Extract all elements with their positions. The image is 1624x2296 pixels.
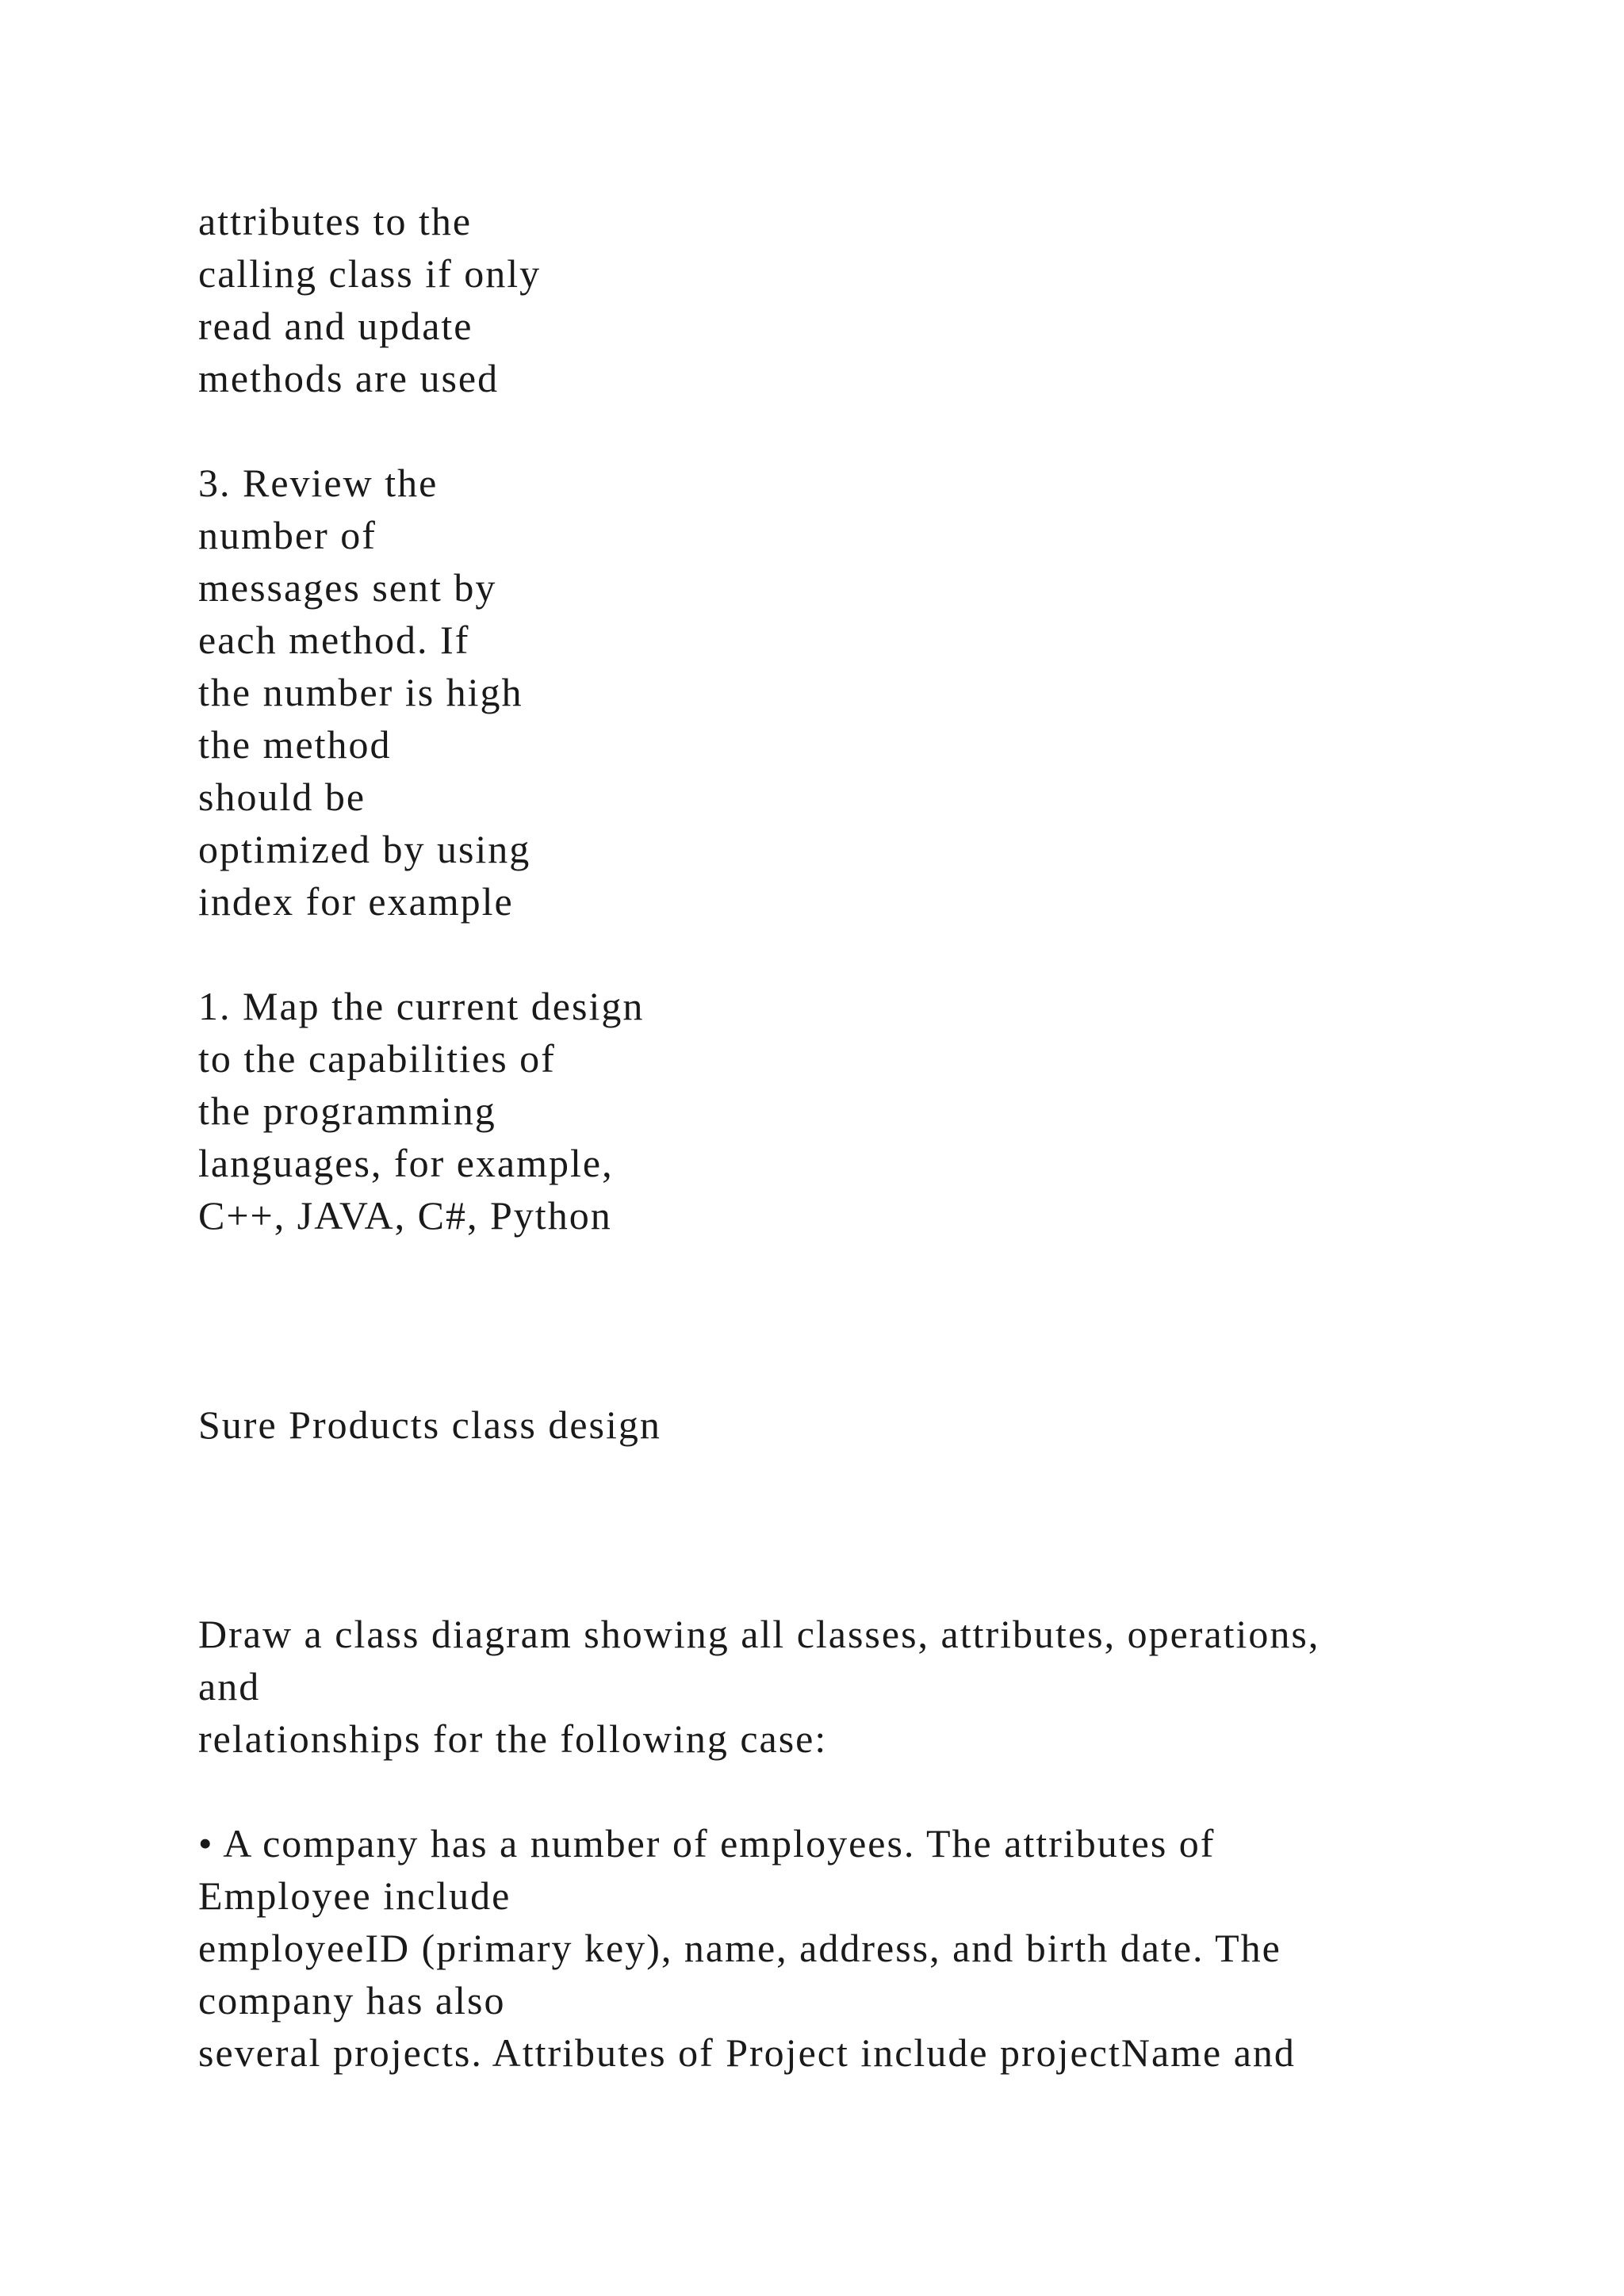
text-line: and bbox=[198, 1664, 261, 1709]
text-line: • A company has a number of employees. The attributes of bbox=[198, 1821, 1216, 1866]
text-line: methods are used bbox=[198, 356, 500, 400]
text-line: 1. Map the current design bbox=[198, 984, 645, 1028]
text-line: languages, for example, bbox=[198, 1141, 614, 1185]
text-line: the programming bbox=[198, 1089, 496, 1133]
text-line: 3. Review the bbox=[198, 461, 439, 505]
text-line: index for example bbox=[198, 879, 514, 924]
text-line: number of bbox=[198, 513, 377, 557]
text-line: company has also bbox=[198, 1978, 506, 2022]
text-line: Draw a class diagram showing all classes, attributes, operations, bbox=[198, 1612, 1320, 1656]
text-line: attributes to the bbox=[198, 199, 473, 243]
text-line: calling class if only bbox=[198, 251, 542, 296]
text-line: should be bbox=[198, 775, 366, 819]
text-line: messages sent by bbox=[198, 565, 497, 610]
section-heading: Sure Products class design bbox=[198, 1402, 661, 1447]
text-line: optimized by using bbox=[198, 827, 531, 871]
text-line: several projects. Attributes of Project include projectName and bbox=[198, 2030, 1296, 2075]
text-line: relationships for the following case: bbox=[198, 1716, 828, 1761]
text-line: C++, JAVA, C#, Python bbox=[198, 1193, 612, 1238]
text-line: the number is high bbox=[198, 670, 523, 714]
text-line: to the capabilities of bbox=[198, 1036, 556, 1081]
text-line: read and update bbox=[198, 304, 473, 348]
text-line: employeeID (primary key), name, address, and birth date. The bbox=[198, 1926, 1281, 1970]
text-line: Employee include bbox=[198, 1873, 511, 1918]
text-line: each method. If bbox=[198, 618, 470, 662]
text-line: the method bbox=[198, 722, 392, 767]
